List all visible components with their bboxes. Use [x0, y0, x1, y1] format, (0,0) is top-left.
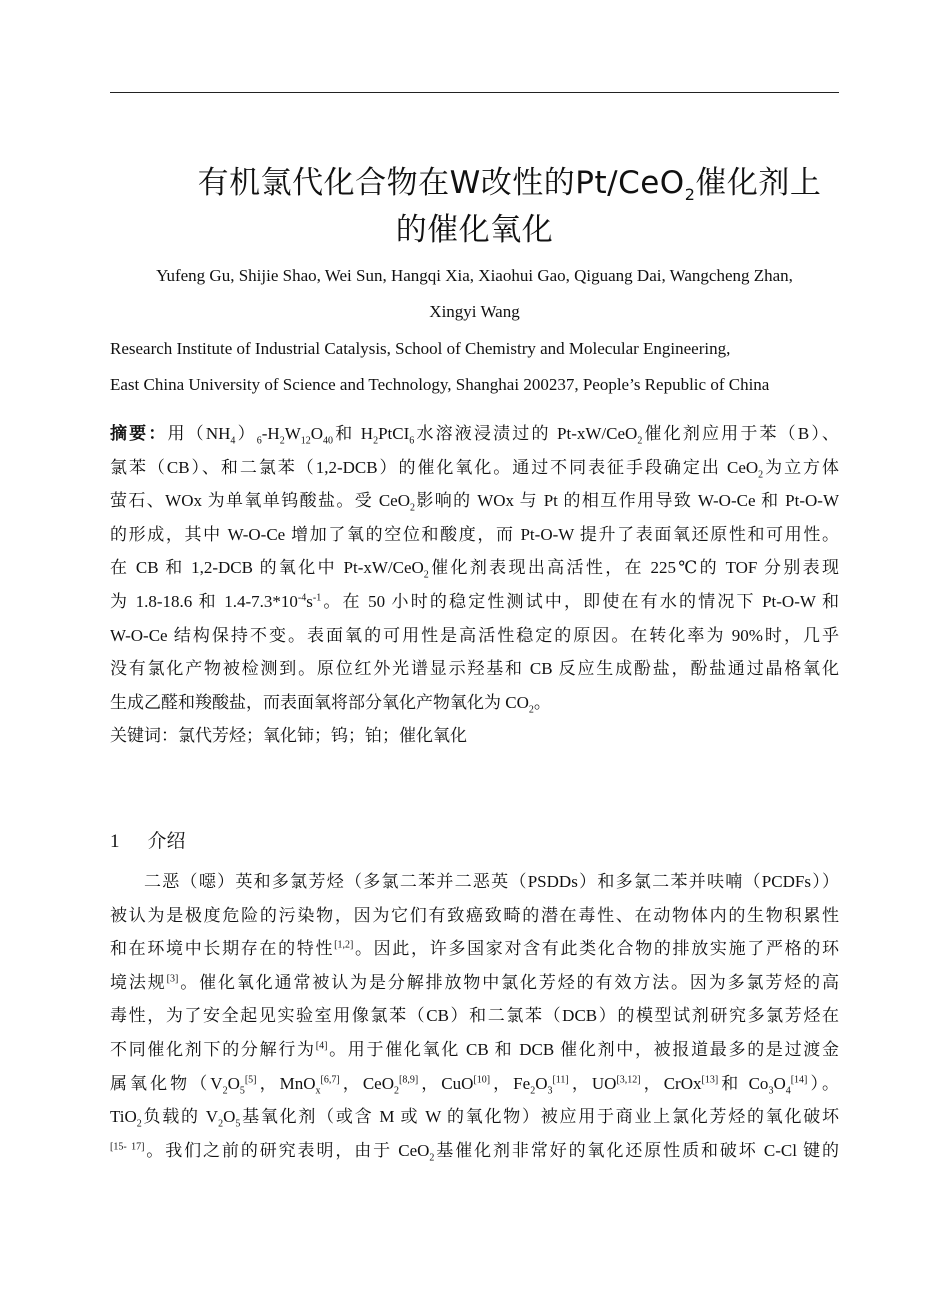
keywords: 关键词：氯代芳烃；氧化铈；钨；铂；催化氧化	[110, 726, 467, 746]
body-line: 境法规[3]。催化氧化通常被认为是分解排放物中氯化芳烃的有效方法。因为多氯芳烃的高	[110, 972, 840, 992]
abstract	[110, 417, 839, 753]
body-line: 和在环境中长期存在的特性[1,2]。因此，许多国家对含有此类化合物的排放实施了严格的环	[110, 939, 839, 959]
body-line: 属氧化物（$V_2O_5[5]$，MnO$_x$[6,7]，CeO$_2$[8,9]，CuO[10]，$Fe_2O_3[11]$，UO[3,12]，CrOx[13]和 $Co_3O_4[14]$）。	[110, 1073, 840, 1096]
body-line: 不同催化剂下的分解行为[4]。用于催化氧化 CB 和 DCB 催化剂中，被报道最多的是过渡金	[110, 1039, 839, 1059]
header-rule	[110, 92, 839, 93]
paper-title-line-2: 的催化氧化	[395, 212, 554, 248]
abstract-line: 没有氯化产物被检测到。原位红外光谱显示羟基和 CB 反应生成酚盐，酚盐通过晶格氧化	[110, 659, 839, 679]
section-heading	[110, 826, 186, 853]
affiliation-line-2: East China University of Science and Technology, Shanghai 200237, People’s Republic of China	[110, 375, 770, 394]
abstract-line: 摘要：用$(NH_4)_6-H_2W_{12}O_{40}$和 $H_2PtCI_6$水溶液浸渍过的 Pt-xW/CeO$_2$催化剂应用于苯（B）、	[110, 424, 840, 447]
abstract-line: W-O-Ce 结构保持不变。表面氧的可用性是高活性稳定的原因。在转化率为 90%时，几乎	[110, 625, 839, 645]
abstract-line: 萤石、WOx 为单氧单钨酸盐。受 CeO$_2$影响的 WOx 与 Pt 的相互作用导致 W-O-Ce 和 Pt-O-W	[110, 491, 839, 514]
body-line: 毒性，为了安全起见实验室用像氯苯（CB）和二氯苯（DCB）的模型试剂研究多氯芳烃在	[110, 1006, 839, 1026]
section-title: 介绍	[147, 830, 186, 852]
body-line: TiO$_2$负载的 $V_2O_5$基氧化剂（或含 M 或 W 的氧化物）被应用于商业上氯化芳烃的氧化破坏	[110, 1107, 839, 1130]
body-line: 被认为是极度危险的污染物，因为它们有致癌致畸的潜在毒性、在动物体内的生物积累性	[110, 905, 839, 925]
section-number: 1	[110, 831, 120, 852]
abstract-line: 在 CB 和 1,2-DCB 的氧化中 Pt-xW/CeO$_2$催化剂表现出高活性，在 225℃的 TOF 分别表现	[110, 558, 839, 581]
author-list: Yufeng Gu, Shijie Shao, Wei Sun, Hangqi Xia, Xiaohui Gao, Qiguang Dai, Wangcheng Zhan,	[156, 266, 793, 285]
author-list-continued: Xingyi Wang	[429, 302, 520, 321]
abstract-line: 的形成，其中 W-O-Ce 增加了氧的空位和酸度，而 Pt-O-W 提升了表面氧还原性和可用性。	[110, 524, 839, 544]
body-line: [15- 17]。我们之前的研究表明，由于 CeO$_2$基催化剂非常好的氧化还原性质和破坏 C-Cl 键的	[110, 1140, 839, 1164]
affiliation-line-1: Research Institute of Industrial Catalysis, School of Chemistry and Molecular Engineering,	[110, 339, 731, 358]
abstract-line: 生成乙醛和羧酸盐，而表面氧将部分氧化产物氧化为 $CO_2$。	[110, 692, 551, 716]
body-line: 二恶（噁）英和多氯芳烃（多氯二苯并二恶英（PSDDs）和多氯二苯并呋喃（PCDFs））	[144, 872, 839, 891]
abstract-line: 氯苯（CB）、和二氯苯（1,2-DCB）的催化氧化。通过不同表征手段确定出 CeO$_2$为立方体	[110, 457, 839, 480]
abstract-label: 摘要：	[110, 424, 168, 443]
paper-title-line-1: 有机氯代化合物在W改性的Pt/CeO$_2$催化剂上	[197, 165, 822, 205]
introduction-paragraph	[110, 865, 839, 1167]
abstract-line: 为 1.8-18.6 和 $1.4-7.3*10^{-4}s^{-1}$。在 50 小时的稳定性测试中，即使在有水的情况下 Pt-O-W 和	[110, 591, 840, 611]
